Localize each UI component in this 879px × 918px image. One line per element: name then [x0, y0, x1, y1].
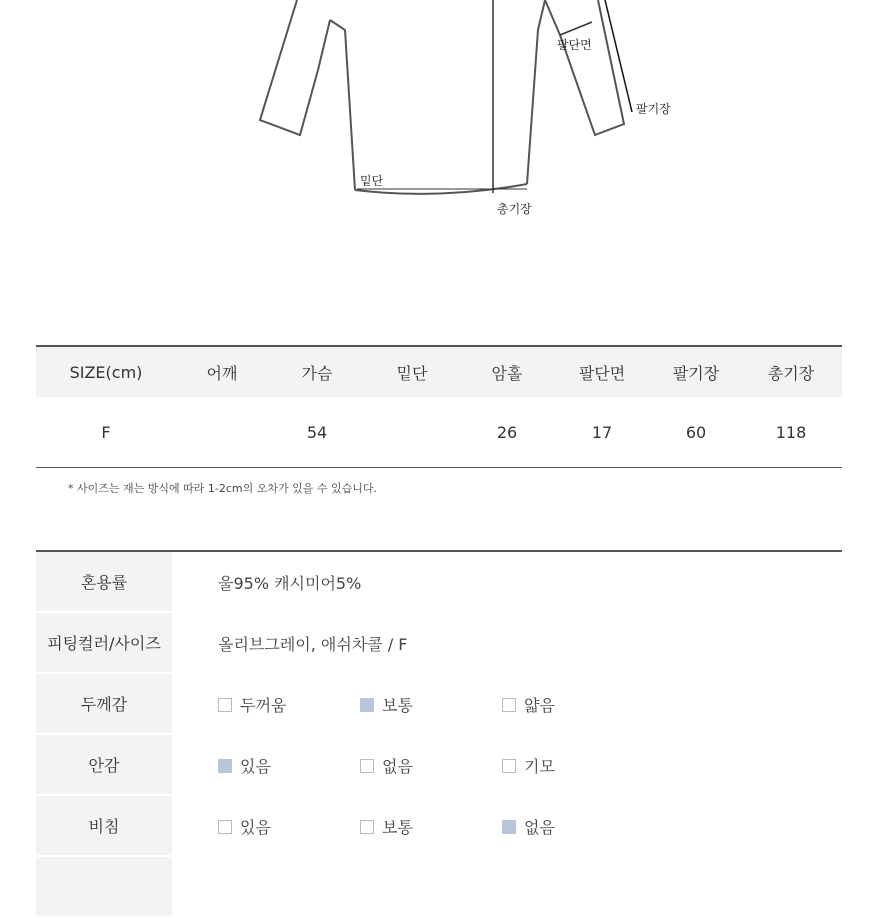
lining-label: 안감	[36, 735, 172, 796]
thickness-label: 두께감	[36, 674, 172, 735]
info-row-next	[36, 857, 842, 918]
option-label: 기모	[524, 757, 555, 776]
header-sleeve-length: 팔기장	[672, 363, 720, 383]
garment-outline	[0, 0, 879, 230]
header-sleeve-opening: 팔단면	[578, 363, 626, 383]
option-label: 얇음	[524, 696, 555, 715]
garment-diagram	[0, 0, 879, 230]
option-no	[360, 754, 502, 777]
info-row-lining	[36, 735, 842, 796]
fitting-label: 피팅컬러/사이즈	[36, 613, 172, 674]
sleeve-opening-line	[560, 22, 592, 35]
info-row-sheerness	[36, 796, 842, 857]
cell-armhole: 26	[496, 422, 518, 442]
option-yes	[218, 815, 360, 838]
checkbox-icon	[218, 820, 232, 834]
option-yes	[218, 754, 360, 777]
checkbox-icon	[218, 759, 232, 773]
option-thick	[218, 693, 360, 716]
option-normal	[360, 693, 502, 716]
cell-chest: 54	[306, 422, 328, 442]
option-label: 없음	[524, 818, 555, 837]
header-size: SIZE(cm)	[69, 362, 143, 382]
next-value	[172, 857, 842, 918]
cell-sleeve-opening: 17	[591, 422, 613, 442]
info-row-thickness	[36, 674, 842, 735]
left-sleeve	[260, 0, 330, 135]
thickness-options	[172, 674, 842, 735]
label-sleeve-opening: 팔단면	[557, 38, 592, 52]
lining-options	[172, 735, 842, 796]
cell-sleeve-length: 60	[685, 422, 707, 442]
body-right	[527, 0, 545, 184]
checkbox-icon	[360, 759, 374, 773]
info-row-composition	[36, 552, 842, 613]
option-no	[502, 815, 644, 838]
body-left	[330, 20, 355, 190]
option-label: 있음	[240, 757, 271, 776]
cell-total-length: 118	[775, 422, 807, 442]
composition-value: 울95% 캐시미어5%	[218, 574, 362, 593]
option-label: 두꺼움	[240, 696, 287, 715]
checkbox-icon	[360, 698, 374, 712]
composition-label: 혼용률	[36, 552, 172, 613]
sheerness-options	[172, 796, 842, 857]
option-label: 보통	[382, 818, 413, 837]
header-hem: 밑단	[396, 363, 428, 383]
checkbox-icon	[360, 820, 374, 834]
header-chest: 가슴	[301, 363, 333, 383]
size-note: * 사이즈는 재는 방식에 따라 1-2cm의 오차가 있을 수 있습니다.	[68, 482, 377, 495]
checkbox-icon	[502, 820, 516, 834]
option-normal	[360, 815, 502, 838]
option-label: 있음	[240, 818, 271, 837]
sheerness-label: 비침	[36, 796, 172, 857]
fitting-value: 올리브그레이, 애쉬차콜 / F	[218, 635, 408, 654]
option-brushed	[502, 754, 644, 777]
info-row-fitting	[36, 613, 842, 674]
checkbox-icon	[218, 698, 232, 712]
header-total-length: 총기장	[767, 363, 815, 383]
label-sleeve-length: 팔기장	[636, 102, 671, 116]
table-row	[36, 397, 842, 467]
checkbox-icon	[502, 698, 516, 712]
right-sleeve	[545, 0, 624, 135]
label-hem: 밑단	[360, 174, 384, 188]
option-thin	[502, 693, 644, 716]
option-label: 없음	[382, 757, 413, 776]
header-shoulder: 어깨	[206, 363, 238, 383]
option-label: 보통	[382, 696, 413, 715]
header-armhole: 암홀	[491, 363, 523, 383]
cell-size: F	[101, 422, 111, 442]
label-total-length: 총기장	[497, 202, 532, 216]
checkbox-icon	[502, 759, 516, 773]
size-table-header	[36, 347, 842, 397]
product-info-table	[36, 550, 842, 918]
size-table	[36, 345, 842, 468]
next-label	[36, 857, 172, 918]
